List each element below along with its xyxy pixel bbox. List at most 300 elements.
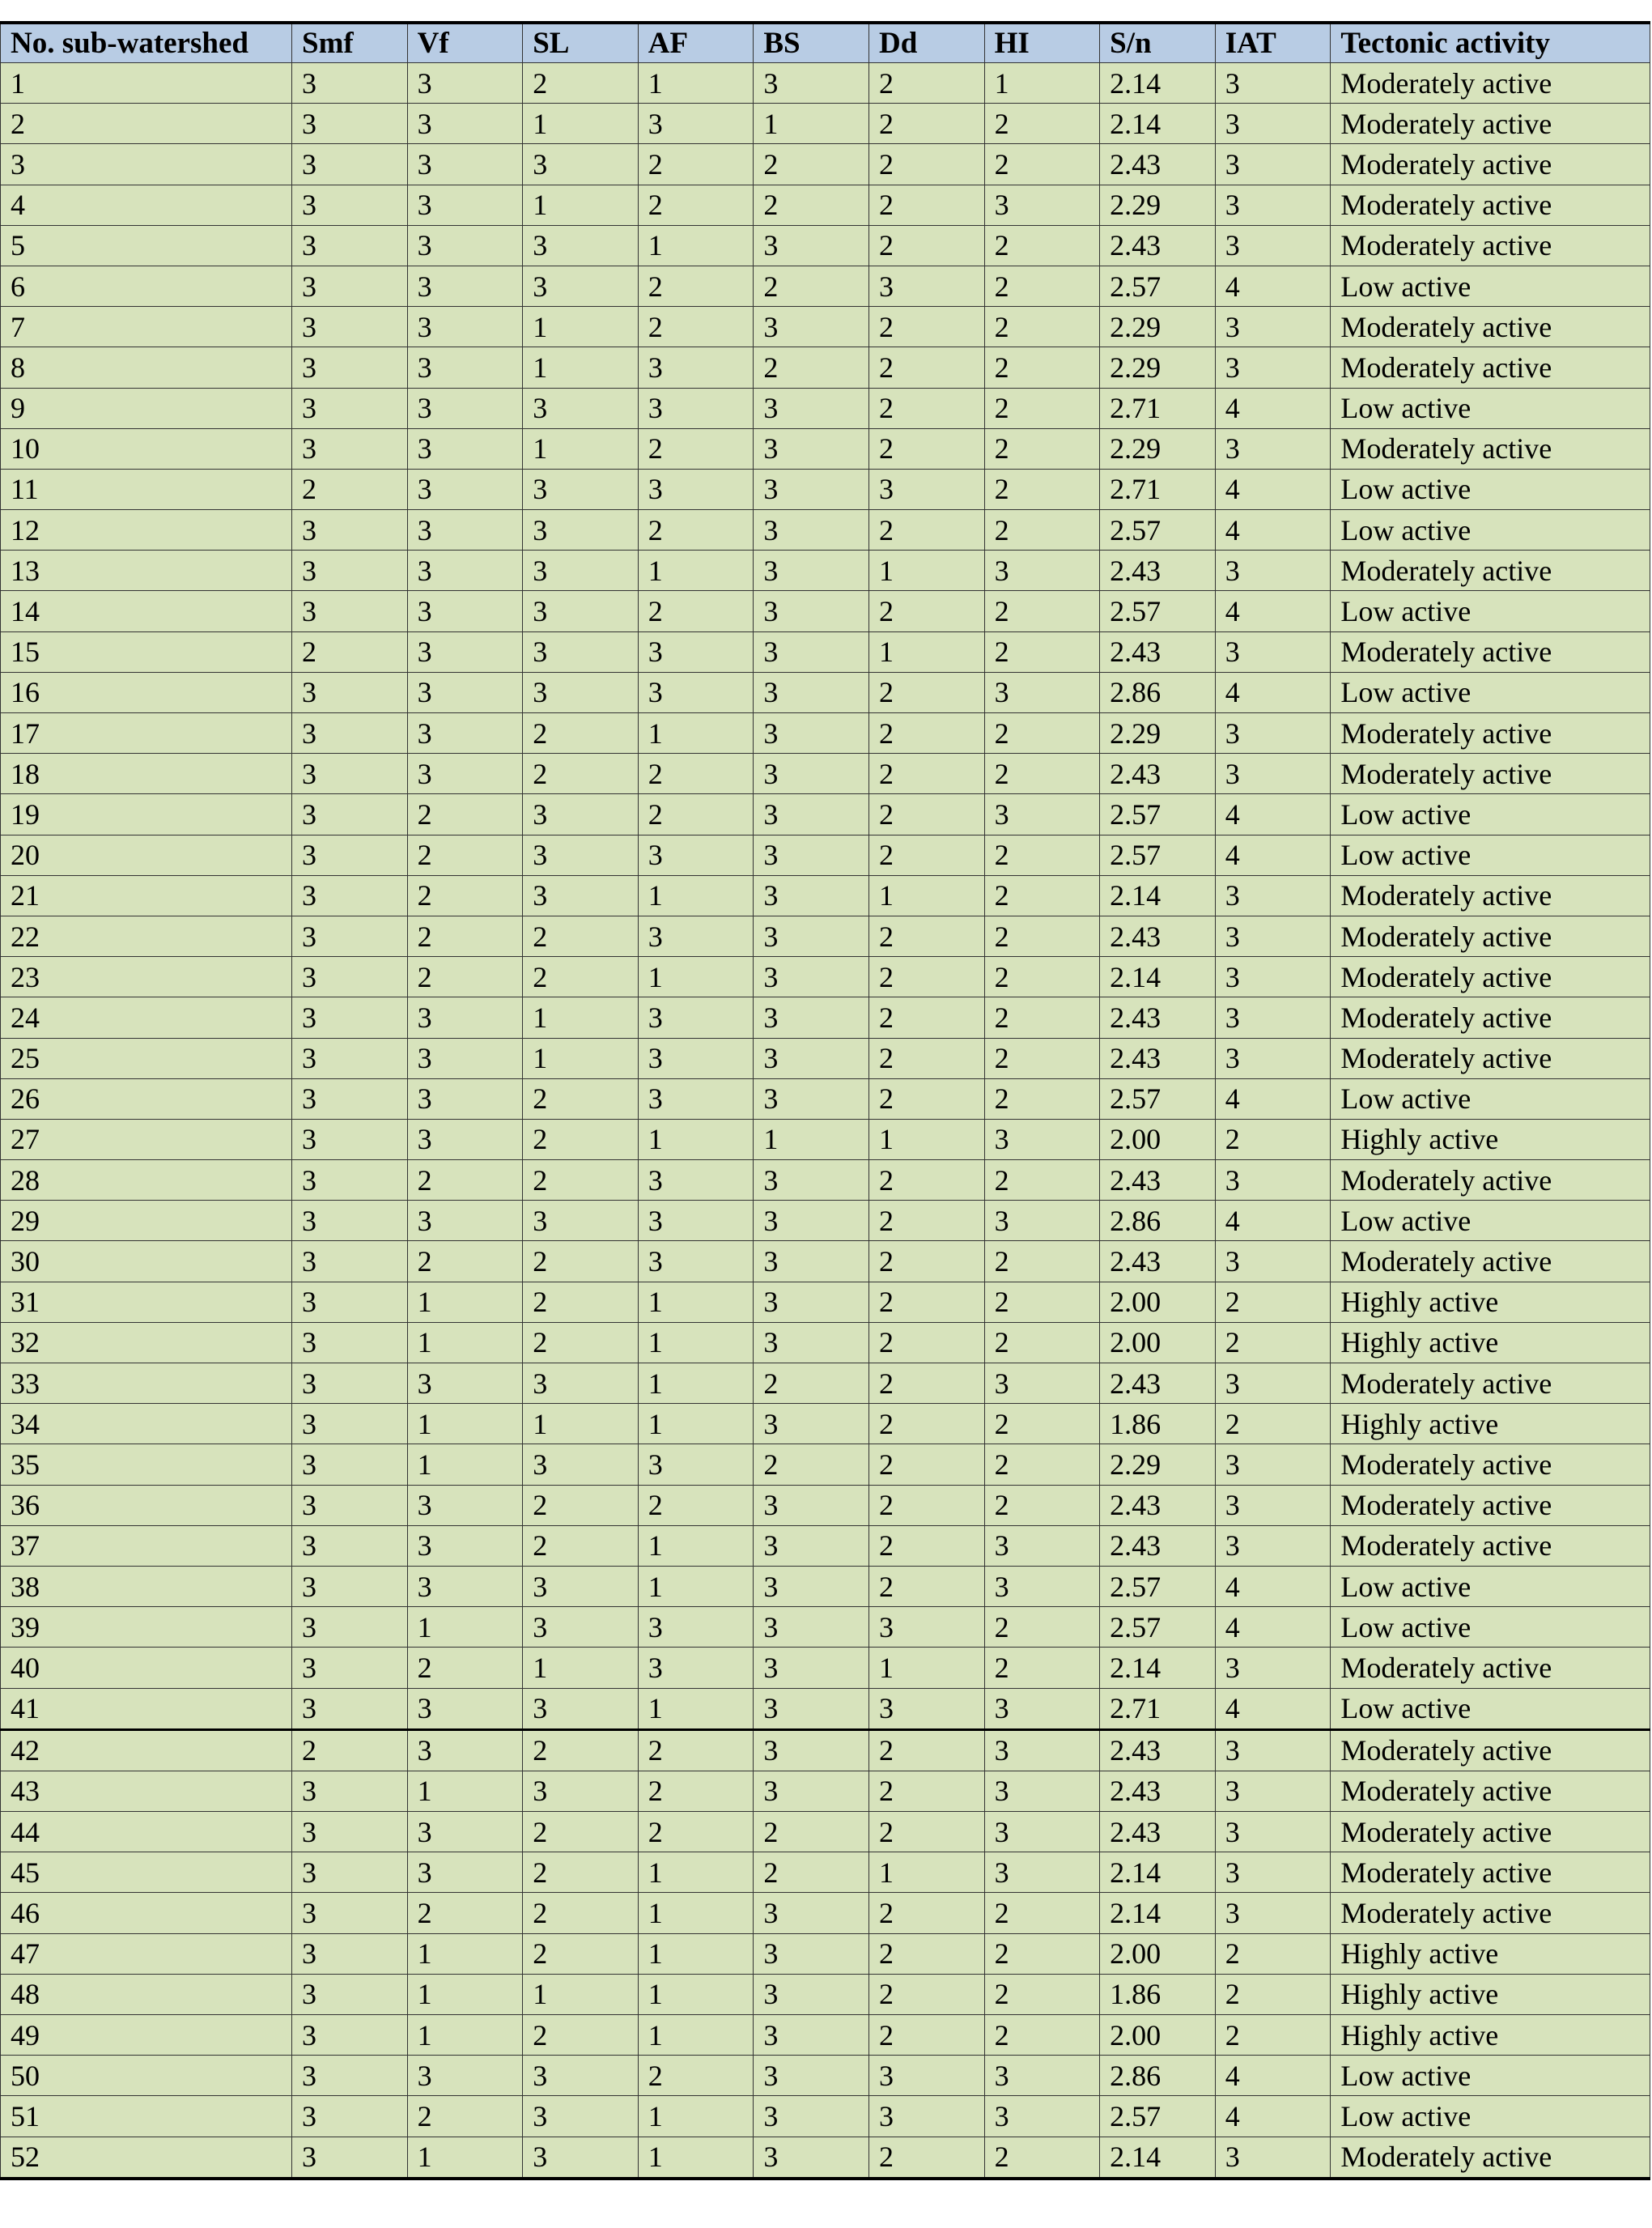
cell-af: 2	[638, 307, 754, 347]
cell-vf: 3	[407, 2056, 523, 2096]
cell-bs: 3	[754, 510, 869, 551]
cell-vf: 3	[407, 1688, 523, 1729]
cell-s-n: 2.00	[1100, 2015, 1216, 2056]
cell-smf: 3	[292, 916, 408, 956]
cell-bs: 3	[754, 875, 869, 916]
table-row	[1, 1812, 1650, 1852]
cell-bs: 3	[754, 2137, 869, 2179]
cell-tectonic-activity: Highly active	[1331, 1119, 1650, 1159]
cell-sl: 2	[523, 2015, 639, 2056]
cell-tectonic-activity: Highly active	[1331, 1322, 1650, 1363]
cell-s-n: 2.43	[1100, 1812, 1216, 1852]
cell-dd: 2	[868, 997, 984, 1038]
cell-iat: 2	[1215, 1282, 1331, 1322]
cell-af: 2	[638, 185, 754, 225]
cell-hi: 3	[984, 1201, 1100, 1241]
cell-tectonic-activity: Moderately active	[1331, 631, 1650, 672]
cell-tectonic-activity: Moderately active	[1331, 1038, 1650, 1078]
cell-vf: 2	[407, 1160, 523, 1201]
cell-sl: 2	[523, 1119, 639, 1159]
cell-iat: 3	[1215, 2137, 1331, 2179]
cell-vf: 3	[407, 428, 523, 469]
cell-tectonic-activity: Moderately active	[1331, 1241, 1650, 1282]
cell-bs: 3	[754, 754, 869, 794]
cell-sl: 3	[523, 1566, 639, 1606]
cell-hi: 2	[984, 144, 1100, 185]
cell-no-sub-watershed: 14	[1, 591, 292, 631]
cell-hi: 2	[984, 388, 1100, 428]
cell-sl: 2	[523, 1852, 639, 1893]
cell-iat: 3	[1215, 1038, 1331, 1078]
cell-smf: 3	[292, 1444, 408, 1485]
cell-no-sub-watershed: 35	[1, 1444, 292, 1485]
cell-sl: 3	[523, 875, 639, 916]
cell-dd: 3	[868, 266, 984, 306]
cell-no-sub-watershed: 12	[1, 510, 292, 551]
cell-s-n: 2.57	[1100, 1607, 1216, 1648]
cell-iat: 3	[1215, 225, 1331, 266]
cell-iat: 3	[1215, 997, 1331, 1038]
cell-iat: 4	[1215, 672, 1331, 712]
cell-no-sub-watershed: 18	[1, 754, 292, 794]
cell-iat: 4	[1215, 1078, 1331, 1119]
table-row	[1, 185, 1650, 225]
cell-hi: 3	[984, 1119, 1100, 1159]
cell-af: 3	[638, 1038, 754, 1078]
cell-no-sub-watershed: 31	[1, 1282, 292, 1322]
cell-vf: 3	[407, 185, 523, 225]
cell-no-sub-watershed: 5	[1, 225, 292, 266]
cell-bs: 3	[754, 1078, 869, 1119]
cell-s-n: 2.29	[1100, 713, 1216, 754]
cell-iat: 3	[1215, 1444, 1331, 1485]
cell-hi: 2	[984, 1241, 1100, 1282]
cell-af: 2	[638, 794, 754, 835]
cell-af: 1	[638, 1852, 754, 1893]
cell-iat: 3	[1215, 1648, 1331, 1688]
cell-dd: 2	[868, 672, 984, 712]
cell-hi: 2	[984, 2137, 1100, 2179]
cell-tectonic-activity: Low active	[1331, 1607, 1650, 1648]
cell-no-sub-watershed: 17	[1, 713, 292, 754]
cell-af: 3	[638, 388, 754, 428]
header-row	[1, 23, 1650, 63]
cell-sl: 3	[523, 1688, 639, 1729]
cell-vf: 3	[407, 1812, 523, 1852]
cell-s-n: 2.43	[1100, 1241, 1216, 1282]
cell-dd: 2	[868, 185, 984, 225]
cell-s-n: 2.57	[1100, 1566, 1216, 1606]
cell-s-n: 2.14	[1100, 2137, 1216, 2179]
cell-s-n: 2.14	[1100, 957, 1216, 997]
cell-af: 3	[638, 1078, 754, 1119]
table-row	[1, 1607, 1650, 1648]
cell-dd: 2	[868, 1771, 984, 1811]
cell-af: 1	[638, 875, 754, 916]
cell-hi: 2	[984, 225, 1100, 266]
table-row	[1, 631, 1650, 672]
cell-s-n: 2.86	[1100, 672, 1216, 712]
cell-hi: 2	[984, 916, 1100, 956]
cell-smf: 3	[292, 1241, 408, 1282]
cell-s-n: 2.57	[1100, 1078, 1216, 1119]
cell-sl: 1	[523, 1974, 639, 2014]
cell-vf: 3	[407, 1525, 523, 1566]
cell-smf: 2	[292, 1729, 408, 1771]
cell-tectonic-activity: Moderately active	[1331, 347, 1650, 388]
cell-smf: 3	[292, 1078, 408, 1119]
cell-vf: 3	[407, 104, 523, 144]
cell-vf: 2	[407, 957, 523, 997]
cell-dd: 2	[868, 835, 984, 875]
cell-vf: 3	[407, 347, 523, 388]
cell-af: 1	[638, 2096, 754, 2137]
cell-af: 1	[638, 1404, 754, 1444]
cell-s-n: 2.29	[1100, 307, 1216, 347]
cell-iat: 3	[1215, 875, 1331, 916]
cell-tectonic-activity: Moderately active	[1331, 1363, 1650, 1404]
cell-af: 1	[638, 225, 754, 266]
cell-bs: 3	[754, 469, 869, 509]
cell-smf: 3	[292, 2137, 408, 2179]
cell-vf: 3	[407, 672, 523, 712]
table-row	[1, 469, 1650, 509]
cell-no-sub-watershed: 44	[1, 1812, 292, 1852]
cell-af: 3	[638, 1607, 754, 1648]
cell-dd: 2	[868, 1933, 984, 1974]
cell-smf: 3	[292, 225, 408, 266]
cell-hi: 2	[984, 1078, 1100, 1119]
cell-smf: 3	[292, 1852, 408, 1893]
cell-no-sub-watershed: 23	[1, 957, 292, 997]
cell-s-n: 2.43	[1100, 551, 1216, 591]
cell-af: 1	[638, 957, 754, 997]
cell-s-n: 2.29	[1100, 347, 1216, 388]
cell-sl: 3	[523, 1363, 639, 1404]
cell-dd: 2	[868, 1485, 984, 1525]
cell-tectonic-activity: Low active	[1331, 510, 1650, 551]
cell-smf: 2	[292, 469, 408, 509]
cell-bs: 3	[754, 997, 869, 1038]
cell-dd: 2	[868, 1444, 984, 1485]
cell-s-n: 2.71	[1100, 388, 1216, 428]
cell-smf: 3	[292, 428, 408, 469]
cell-hi: 2	[984, 1282, 1100, 1322]
cell-vf: 2	[407, 1893, 523, 1933]
cell-bs: 2	[754, 266, 869, 306]
cell-tectonic-activity: Moderately active	[1331, 713, 1650, 754]
cell-smf: 3	[292, 1893, 408, 1933]
cell-smf: 3	[292, 1119, 408, 1159]
cell-no-sub-watershed: 7	[1, 307, 292, 347]
cell-no-sub-watershed: 28	[1, 1160, 292, 1201]
table-row	[1, 591, 1650, 631]
cell-sl: 3	[523, 551, 639, 591]
cell-tectonic-activity: Moderately active	[1331, 1729, 1650, 1771]
cell-iat: 3	[1215, 916, 1331, 956]
cell-af: 2	[638, 1485, 754, 1525]
cell-s-n: 2.14	[1100, 875, 1216, 916]
cell-dd: 2	[868, 1241, 984, 1282]
cell-smf: 3	[292, 2096, 408, 2137]
cell-hi: 1	[984, 63, 1100, 104]
cell-no-sub-watershed: 40	[1, 1648, 292, 1688]
cell-s-n: 1.86	[1100, 1404, 1216, 1444]
cell-bs: 2	[754, 1444, 869, 1485]
cell-smf: 3	[292, 1607, 408, 1648]
cell-sl: 2	[523, 1078, 639, 1119]
cell-iat: 2	[1215, 1119, 1331, 1159]
table-row	[1, 1525, 1650, 1566]
cell-bs: 3	[754, 63, 869, 104]
cell-dd: 2	[868, 957, 984, 997]
table-row	[1, 997, 1650, 1038]
cell-tectonic-activity: Moderately active	[1331, 1648, 1650, 1688]
table-row	[1, 104, 1650, 144]
cell-s-n: 2.43	[1100, 225, 1216, 266]
cell-bs: 3	[754, 1322, 869, 1363]
cell-no-sub-watershed: 2	[1, 104, 292, 144]
cell-no-sub-watershed: 34	[1, 1404, 292, 1444]
cell-smf: 3	[292, 713, 408, 754]
cell-dd: 2	[868, 307, 984, 347]
cell-vf: 3	[407, 754, 523, 794]
cell-bs: 2	[754, 185, 869, 225]
cell-dd: 3	[868, 2096, 984, 2137]
cell-vf: 1	[407, 1322, 523, 1363]
cell-sl: 2	[523, 1933, 639, 1974]
column-header-sl: SL	[523, 23, 639, 63]
table-body	[1, 63, 1650, 2179]
cell-af: 3	[638, 347, 754, 388]
table-row	[1, 1893, 1650, 1933]
cell-iat: 2	[1215, 1933, 1331, 1974]
cell-s-n: 2.43	[1100, 144, 1216, 185]
cell-tectonic-activity: Low active	[1331, 2056, 1650, 2096]
cell-dd: 2	[868, 1282, 984, 1322]
cell-s-n: 2.57	[1100, 266, 1216, 306]
cell-no-sub-watershed: 8	[1, 347, 292, 388]
cell-sl: 1	[523, 1404, 639, 1444]
cell-tectonic-activity: Moderately active	[1331, 1812, 1650, 1852]
table-row	[1, 1119, 1650, 1159]
cell-s-n: 2.43	[1100, 1525, 1216, 1566]
cell-af: 3	[638, 104, 754, 144]
cell-af: 2	[638, 1729, 754, 1771]
cell-sl: 3	[523, 225, 639, 266]
cell-dd: 2	[868, 2015, 984, 2056]
table-row	[1, 1241, 1650, 1282]
cell-hi: 3	[984, 672, 1100, 712]
cell-no-sub-watershed: 36	[1, 1485, 292, 1525]
table-row	[1, 1444, 1650, 1485]
cell-af: 2	[638, 2056, 754, 2096]
cell-tectonic-activity: Low active	[1331, 2096, 1650, 2137]
cell-bs: 3	[754, 2015, 869, 2056]
cell-iat: 3	[1215, 957, 1331, 997]
cell-smf: 3	[292, 1933, 408, 1974]
cell-s-n: 2.43	[1100, 1363, 1216, 1404]
cell-smf: 3	[292, 672, 408, 712]
cell-tectonic-activity: Low active	[1331, 388, 1650, 428]
cell-vf: 3	[407, 1485, 523, 1525]
cell-bs: 3	[754, 1771, 869, 1811]
table-row	[1, 1201, 1650, 1241]
cell-s-n: 2.43	[1100, 1485, 1216, 1525]
cell-tectonic-activity: Moderately active	[1331, 875, 1650, 916]
cell-dd: 1	[868, 631, 984, 672]
cell-iat: 4	[1215, 2056, 1331, 2096]
table-row	[1, 754, 1650, 794]
cell-bs: 3	[754, 794, 869, 835]
cell-s-n: 2.57	[1100, 2096, 1216, 2137]
cell-iat: 3	[1215, 1525, 1331, 1566]
cell-no-sub-watershed: 21	[1, 875, 292, 916]
cell-hi: 2	[984, 347, 1100, 388]
cell-bs: 2	[754, 1363, 869, 1404]
cell-bs: 2	[754, 1812, 869, 1852]
table-row	[1, 916, 1650, 956]
cell-smf: 3	[292, 1160, 408, 1201]
cell-af: 2	[638, 1771, 754, 1811]
cell-smf: 3	[292, 1363, 408, 1404]
cell-s-n: 2.43	[1100, 1160, 1216, 1201]
cell-no-sub-watershed: 30	[1, 1241, 292, 1282]
cell-sl: 1	[523, 1038, 639, 1078]
cell-sl: 3	[523, 144, 639, 185]
cell-smf: 3	[292, 794, 408, 835]
cell-tectonic-activity: Moderately active	[1331, 916, 1650, 956]
cell-sl: 3	[523, 1771, 639, 1811]
table-row	[1, 1078, 1650, 1119]
cell-iat: 4	[1215, 1607, 1331, 1648]
cell-tectonic-activity: Low active	[1331, 672, 1650, 712]
cell-sl: 3	[523, 2096, 639, 2137]
cell-af: 3	[638, 1241, 754, 1282]
cell-af: 2	[638, 754, 754, 794]
cell-no-sub-watershed: 41	[1, 1688, 292, 1729]
table-row	[1, 672, 1650, 712]
cell-sl: 1	[523, 185, 639, 225]
cell-iat: 2	[1215, 1322, 1331, 1363]
table-row	[1, 1282, 1650, 1322]
cell-smf: 3	[292, 1201, 408, 1241]
cell-dd: 2	[868, 347, 984, 388]
table-row	[1, 2137, 1650, 2179]
cell-af: 3	[638, 1648, 754, 1688]
cell-smf: 3	[292, 875, 408, 916]
cell-s-n: 2.86	[1100, 2056, 1216, 2096]
cell-smf: 3	[292, 1771, 408, 1811]
cell-hi: 3	[984, 1852, 1100, 1893]
column-header-tectonic-activity: Tectonic activity	[1331, 23, 1650, 63]
cell-smf: 3	[292, 1688, 408, 1729]
cell-tectonic-activity: Low active	[1331, 591, 1650, 631]
cell-hi: 2	[984, 957, 1100, 997]
cell-tectonic-activity: Moderately active	[1331, 1444, 1650, 1485]
cell-s-n: 2.57	[1100, 510, 1216, 551]
cell-af: 1	[638, 1893, 754, 1933]
cell-sl: 2	[523, 63, 639, 104]
cell-af: 1	[638, 2137, 754, 2179]
table-row	[1, 957, 1650, 997]
cell-smf: 3	[292, 104, 408, 144]
cell-smf: 3	[292, 63, 408, 104]
cell-vf: 1	[407, 2137, 523, 2179]
cell-bs: 2	[754, 1852, 869, 1893]
cell-vf: 2	[407, 794, 523, 835]
cell-vf: 3	[407, 1038, 523, 1078]
cell-tectonic-activity: Moderately active	[1331, 1525, 1650, 1566]
cell-af: 1	[638, 1688, 754, 1729]
cell-dd: 2	[868, 1729, 984, 1771]
cell-vf: 3	[407, 469, 523, 509]
cell-hi: 2	[984, 1160, 1100, 1201]
cell-bs: 3	[754, 1525, 869, 1566]
cell-hi: 2	[984, 510, 1100, 551]
cell-no-sub-watershed: 20	[1, 835, 292, 875]
cell-af: 3	[638, 997, 754, 1038]
cell-dd: 2	[868, 104, 984, 144]
cell-sl: 3	[523, 591, 639, 631]
cell-vf: 3	[407, 225, 523, 266]
cell-af: 2	[638, 510, 754, 551]
table-row	[1, 551, 1650, 591]
cell-dd: 1	[868, 1119, 984, 1159]
cell-iat: 3	[1215, 428, 1331, 469]
cell-hi: 3	[984, 1729, 1100, 1771]
cell-smf: 3	[292, 591, 408, 631]
cell-af: 1	[638, 1282, 754, 1322]
cell-smf: 3	[292, 1566, 408, 1606]
cell-hi: 2	[984, 469, 1100, 509]
cell-no-sub-watershed: 38	[1, 1566, 292, 1606]
cell-iat: 3	[1215, 1160, 1331, 1201]
cell-hi: 2	[984, 1893, 1100, 1933]
cell-tectonic-activity: Low active	[1331, 266, 1650, 306]
cell-af: 1	[638, 1974, 754, 2014]
cell-vf: 2	[407, 916, 523, 956]
cell-bs: 3	[754, 1160, 869, 1201]
cell-hi: 2	[984, 266, 1100, 306]
cell-hi: 3	[984, 794, 1100, 835]
cell-iat: 4	[1215, 388, 1331, 428]
cell-iat: 3	[1215, 1812, 1331, 1852]
cell-no-sub-watershed: 22	[1, 916, 292, 956]
column-header-vf: Vf	[407, 23, 523, 63]
table-row	[1, 63, 1650, 104]
cell-no-sub-watershed: 47	[1, 1933, 292, 1974]
cell-smf: 3	[292, 957, 408, 997]
table-row	[1, 1648, 1650, 1688]
cell-bs: 3	[754, 307, 869, 347]
cell-s-n: 2.00	[1100, 1282, 1216, 1322]
cell-dd: 2	[868, 1078, 984, 1119]
cell-dd: 2	[868, 754, 984, 794]
cell-no-sub-watershed: 29	[1, 1201, 292, 1241]
cell-iat: 3	[1215, 1771, 1331, 1811]
cell-s-n: 2.14	[1100, 1852, 1216, 1893]
cell-bs: 2	[754, 144, 869, 185]
cell-smf: 3	[292, 835, 408, 875]
table-row	[1, 713, 1650, 754]
cell-iat: 3	[1215, 63, 1331, 104]
cell-iat: 2	[1215, 2015, 1331, 2056]
cell-tectonic-activity: Moderately active	[1331, 1852, 1650, 1893]
cell-vf: 3	[407, 510, 523, 551]
cell-hi: 3	[984, 1525, 1100, 1566]
cell-af: 1	[638, 551, 754, 591]
